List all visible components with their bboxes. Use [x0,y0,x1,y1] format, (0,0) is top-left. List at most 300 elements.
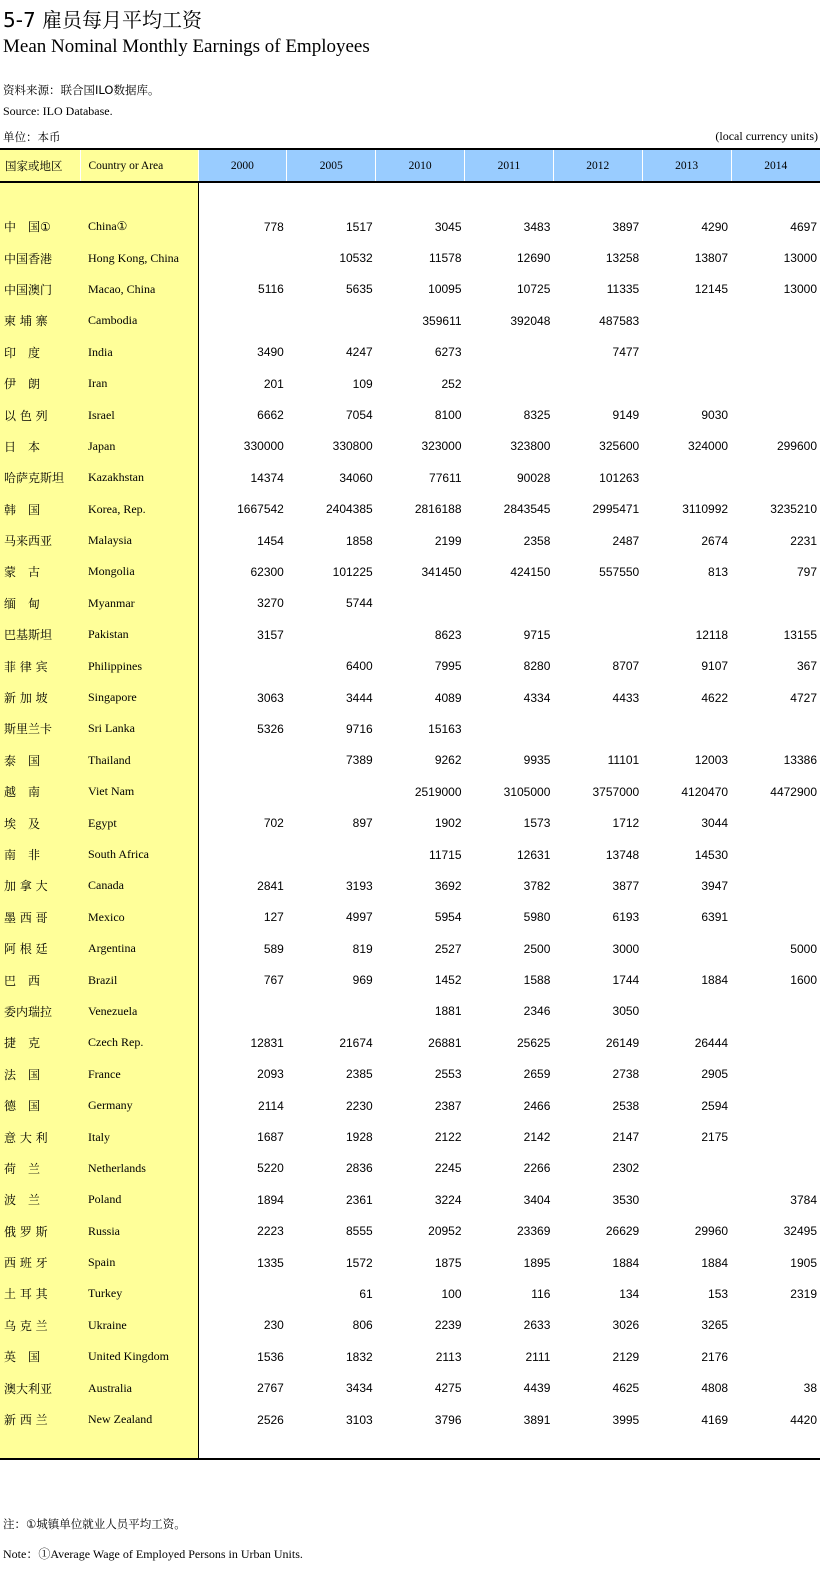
country-name-cn: 泰 国 [0,745,80,776]
country-name-en: India [80,337,198,368]
earnings-value-cell [731,305,820,336]
country-name-cn: 捷 克 [0,1027,80,1058]
earnings-value-cell: 323800 [510,439,551,454]
earnings-value-cell [642,713,731,744]
table-row [0,337,820,368]
earnings-value-cell [731,462,820,493]
country-name-cn: 英 国 [0,1341,80,1372]
country-name-cn: 越 南 [0,776,80,807]
earnings-value-cell: 2738 [612,1067,640,1082]
earnings-value-cell: 3947 [701,878,729,893]
earnings-value-cell: 12145 [694,282,729,297]
earnings-value-cell: 1454 [257,533,284,548]
earnings-value-cell: 29960 [694,1224,729,1239]
earnings-value-cell: 5116 [258,282,284,297]
table-spacer-row [0,182,820,211]
earnings-value-cell [287,996,376,1027]
earnings-value-cell: 8100 [434,408,462,423]
earnings-value-cell: 9030 [701,408,729,423]
earnings-value-cell: 4625 [612,1381,640,1396]
table-row [0,1372,820,1403]
earnings-value-cell [642,1184,731,1215]
earnings-value-cell: 367 [796,659,817,674]
earnings-value-cell: 2113 [435,1349,462,1364]
earnings-value-cell: 2816188 [414,502,462,517]
table-row [0,1153,820,1184]
header-year: 2000 [198,149,287,182]
earnings-value-cell: 252 [441,376,462,391]
earnings-value-cell: 5000 [790,941,817,956]
earnings-value-cell: 134 [619,1286,640,1301]
earnings-value-cell: 323000 [421,439,462,454]
earnings-value-cell: 4997 [345,910,373,925]
earnings-value-cell: 5744 [345,596,373,611]
source-note-en: Source: ILO Database. [3,104,113,118]
earnings-value-cell: 153 [708,1286,729,1301]
earnings-value-cell: 26444 [694,1035,729,1050]
header-country-en: Country or Area [80,149,198,182]
earnings-value-cell: 2129 [612,1349,640,1364]
country-name-cn: 日 本 [0,431,80,462]
table-row [0,1216,820,1247]
earnings-value-cell: 806 [352,1318,373,1333]
earnings-value-cell [731,1027,820,1058]
earnings-value-cell [642,1153,731,1184]
table-row [0,807,820,838]
earnings-value-cell: 3050 [612,1004,640,1019]
earnings-value-cell: 23369 [517,1224,551,1239]
earnings-value-cell: 2346 [523,1004,551,1019]
earnings-value-cell: 4727 [790,690,817,705]
earnings-value-cell: 4169 [701,1412,729,1427]
table-row [0,1341,820,1372]
earnings-value-cell: 969 [352,973,373,988]
earnings-value-cell: 1687 [257,1130,284,1145]
earnings-value-cell: 2527 [434,941,462,956]
earnings-value-cell: 20952 [428,1224,462,1239]
earnings-value-cell: 778 [263,219,284,234]
country-name-en: Italy [80,1121,198,1152]
earnings-value-cell: 2266 [523,1161,551,1176]
country-name-en: China① [80,211,198,242]
earnings-value-cell: 10532 [339,251,373,266]
earnings-value-cell [553,368,642,399]
earnings-value-cell: 3490 [257,345,284,360]
table-row [0,242,820,273]
earnings-value-cell: 77611 [429,470,462,485]
table-row [0,650,820,681]
country-name-cn: 阿 根 廷 [0,933,80,964]
earnings-value-cell: 4420 [790,1412,817,1427]
table-row [0,1278,820,1309]
earnings-value-cell [731,807,820,838]
earnings-value-cell: 25625 [517,1035,551,1050]
earnings-value-cell [642,996,731,1027]
earnings-value-cell: 1905 [790,1255,817,1270]
country-name-en: Macao, China [80,274,198,305]
earnings-value-cell: 2385 [345,1067,373,1082]
earnings-value-cell: 2245 [434,1161,462,1176]
earnings-value-cell: 12690 [517,251,551,266]
country-name-en: Israel [80,399,198,430]
earnings-value-cell: 5954 [434,910,462,925]
header-year: 2010 [376,149,465,182]
country-name-cn: 印 度 [0,337,80,368]
earnings-value-cell: 9107 [701,659,729,674]
earnings-value-cell [287,305,376,336]
earnings-value-cell [198,1278,287,1309]
earnings-value-cell: 797 [796,564,817,579]
earnings-value-cell: 2538 [612,1098,640,1113]
earnings-value-cell: 4433 [612,690,640,705]
earnings-value-cell: 2674 [701,533,729,548]
table-row [0,713,820,744]
earnings-value-cell: 1902 [434,816,462,831]
earnings-value-cell: 2767 [257,1381,284,1396]
earnings-value-cell: 3103 [345,1412,373,1427]
header-year: 2005 [287,149,376,182]
country-name-cn: 乌 克 兰 [0,1310,80,1341]
table-row [0,1027,820,1058]
page-title-cn: 5-7 雇员每月平均工资 [3,8,203,32]
earnings-value-cell: 4290 [701,219,729,234]
earnings-value-cell: 6391 [701,910,729,925]
table-row [0,399,820,430]
earnings-value-cell: 12003 [694,753,729,768]
country-name-cn: 法 国 [0,1059,80,1090]
earnings-value-cell [731,1059,820,1090]
country-name-cn: 巴 西 [0,964,80,995]
earnings-value-cell: 1895 [523,1255,551,1270]
earnings-value-cell [465,588,554,619]
earnings-value-cell: 3224 [434,1192,462,1207]
earnings-value-cell [731,870,820,901]
earnings-value-cell: 819 [352,941,373,956]
earnings-value-cell: 2836 [345,1161,373,1176]
country-name-cn: 加 拿 大 [0,870,80,901]
country-name-en: Poland [80,1184,198,1215]
table-tail-row [0,1435,820,1459]
country-name-cn: 意 大 利 [0,1121,80,1152]
earnings-value-cell: 2093 [257,1067,284,1082]
earnings-value-cell: 9715 [523,627,551,642]
earnings-value-cell [553,619,642,650]
country-name-en: Spain [80,1247,198,1278]
earnings-value-cell: 3877 [612,878,640,893]
earnings-value-cell: 1536 [257,1349,284,1364]
earnings-value-cell: 6193 [612,910,640,925]
earnings-value-cell [198,776,287,807]
earnings-value-cell: 3404 [523,1192,551,1207]
earnings-value-cell: 1573 [523,816,551,831]
earnings-value-cell: 767 [263,973,284,988]
country-name-en: Viet Nam [80,776,198,807]
earnings-value-cell [198,996,287,1027]
table-row [0,1310,820,1341]
earnings-value-cell [731,588,820,619]
earnings-value-cell [731,996,820,1027]
earnings-value-cell: 1884 [701,1255,729,1270]
earnings-value-cell [731,1121,820,1152]
country-name-cn: 中国澳门 [0,274,80,305]
earnings-value-cell: 3063 [257,690,284,705]
country-name-en: Iran [80,368,198,399]
table-row [0,1247,820,1278]
earnings-value-cell: 1744 [612,973,640,988]
earnings-value-cell: 6400 [345,659,373,674]
earnings-value-cell: 3897 [612,219,640,234]
earnings-value-cell [376,588,465,619]
earnings-value-cell: 26149 [605,1035,640,1050]
earnings-value-cell [642,305,731,336]
country-name-en: Myanmar [80,588,198,619]
country-name-en: Mongolia [80,556,198,587]
table-row [0,776,820,807]
earnings-value-cell: 4472900 [770,784,817,799]
earnings-value-cell: 3157 [257,627,284,642]
earnings-value-cell: 2553 [434,1067,462,1082]
earnings-value-cell: 2230 [345,1098,373,1113]
earnings-value-cell [731,839,820,870]
earnings-value-cell: 1517 [345,219,373,234]
country-name-cn: 马来西亚 [0,525,80,556]
earnings-value-cell: 90028 [517,470,551,485]
earnings-value-cell: 3434 [345,1381,373,1396]
country-name-en: Germany [80,1090,198,1121]
earnings-value-cell: 14530 [694,847,729,862]
earnings-value-cell: 1884 [612,1255,640,1270]
earnings-value-cell: 11335 [606,282,640,297]
source-note-cn: 资料来源：联合国ILO数据库。 [3,83,160,97]
earnings-value-cell: 2526 [257,1412,284,1427]
table-row [0,211,820,242]
table-row [0,839,820,870]
earnings-value-cell: 21674 [339,1035,373,1050]
table-row [0,933,820,964]
earnings-value-cell: 4247 [345,345,373,360]
earnings-table-container [0,148,820,1460]
earnings-value-cell: 9935 [523,753,551,768]
earnings-value-cell [731,1310,820,1341]
earnings-value-cell [198,242,287,273]
earnings-value-cell: 2361 [345,1192,373,1207]
earnings-value-cell: 8325 [523,408,551,423]
earnings-value-cell: 116 [531,1286,551,1301]
country-name-en: Ukraine [80,1310,198,1341]
earnings-value-cell: 2843545 [503,502,551,517]
country-name-en: Netherlands [80,1153,198,1184]
country-name-cn: 伊 朗 [0,368,80,399]
country-name-cn: 菲 律 宾 [0,650,80,681]
earnings-value-cell: 3692 [434,878,462,893]
earnings-value-cell: 1858 [345,533,373,548]
earnings-value-cell [731,713,820,744]
country-name-en: Thailand [80,745,198,776]
country-name-cn: 委内瑞拉 [0,996,80,1027]
earnings-value-cell: 2147 [612,1130,640,1145]
earnings-value-cell: 15163 [428,721,462,736]
earnings-value-cell [553,588,642,619]
country-name-cn: 中 国① [0,211,80,242]
earnings-value-cell: 4697 [790,219,817,234]
country-name-en: France [80,1059,198,1090]
earnings-value-cell [642,933,731,964]
earnings-value-cell: 2176 [701,1349,729,1364]
earnings-value-cell [198,305,287,336]
country-name-en: New Zealand [80,1404,198,1435]
earnings-value-cell: 8280 [523,659,551,674]
table-row [0,494,820,525]
earnings-value-cell: 32495 [783,1224,817,1239]
earnings-value-cell [642,337,731,368]
earnings-value-cell: 2500 [523,941,551,956]
earnings-value-cell: 8623 [434,627,462,642]
earnings-value-cell: 2519000 [414,784,462,799]
earnings-value-cell [731,399,820,430]
table-row [0,902,820,933]
earnings-value-cell: 3796 [434,1412,462,1427]
earnings-value-cell: 11101 [607,753,640,768]
country-name-en: South Africa [80,839,198,870]
unit-label-cn: 单位：本币 [3,130,61,144]
earnings-value-cell: 2466 [523,1098,551,1113]
earnings-value-cell: 10095 [428,282,462,297]
earnings-value-cell: 3757000 [592,784,640,799]
earnings-value-cell: 424150 [510,564,551,579]
country-name-en: Malaysia [80,525,198,556]
earnings-value-cell: 7995 [434,659,462,674]
earnings-value-cell: 4089 [434,690,462,705]
country-name-en: Mexico [80,902,198,933]
country-name-cn: 新 西 兰 [0,1404,80,1435]
earnings-value-cell: 3105000 [503,784,551,799]
table-row [0,1121,820,1152]
earnings-value-cell: 2487 [612,533,640,548]
earnings-value-cell: 4439 [523,1381,551,1396]
earnings-value-cell: 3782 [523,878,551,893]
earnings-value-cell: 3530 [612,1192,640,1207]
country-name-cn: 南 非 [0,839,80,870]
earnings-value-cell: 3000 [612,941,640,956]
earnings-value-cell [198,650,287,681]
country-name-cn: 俄 罗 斯 [0,1216,80,1247]
country-name-en: Argentina [80,933,198,964]
footnote-cn: 注：①城镇单位就业人员平均工资。 [3,1517,186,1531]
earnings-value-cell [731,1090,820,1121]
earnings-value-cell: 1452 [434,973,462,988]
earnings-value-cell: 9262 [434,753,462,768]
country-name-cn: 韩 国 [0,494,80,525]
earnings-value-cell: 1881 [434,1004,462,1019]
table-header-row [0,149,820,182]
earnings-value-cell: 62300 [250,564,284,579]
country-name-cn: 澳大利亚 [0,1372,80,1403]
earnings-value-cell: 3483 [523,219,551,234]
earnings-value-cell: 589 [263,941,284,956]
earnings-value-cell: 2319 [790,1286,817,1301]
earnings-value-cell: 101225 [332,564,373,579]
earnings-value-cell: 3026 [612,1318,640,1333]
table-row [0,525,820,556]
earnings-value-cell: 8555 [345,1224,373,1239]
country-name-cn: 土 耳 其 [0,1278,80,1309]
earnings-value-cell: 2633 [523,1318,551,1333]
earnings-value-cell: 13748 [605,847,640,862]
earnings-value-cell: 2995471 [592,502,640,517]
earnings-value-cell: 10725 [517,282,551,297]
table-row [0,1090,820,1121]
earnings-value-cell: 702 [263,816,284,831]
earnings-value-cell: 9716 [345,721,373,736]
table-body [0,182,820,1459]
earnings-value-cell: 4120470 [681,784,729,799]
earnings-value-cell [642,368,731,399]
table-row [0,1184,820,1215]
earnings-value-cell [465,337,554,368]
earnings-value-cell: 11715 [429,847,462,862]
earnings-value-cell: 4808 [701,1381,729,1396]
earnings-value-cell [287,619,376,650]
earnings-value-cell: 38 [803,1381,817,1396]
earnings-value-cell: 3891 [523,1412,551,1427]
earnings-value-cell: 3270 [257,596,284,611]
header-year: 2012 [553,149,642,182]
earnings-value-cell [287,839,376,870]
earnings-value-cell: 5326 [257,721,284,736]
table-row [0,556,820,587]
earnings-value-cell [731,1341,820,1372]
earnings-value-cell: 3110992 [682,502,729,517]
country-name-cn: 荷 兰 [0,1153,80,1184]
earnings-value-cell: 3044 [701,816,729,831]
earnings-value-cell: 2142 [523,1130,551,1145]
earnings-value-cell: 330800 [332,439,373,454]
table-row [0,745,820,776]
earnings-value-cell: 2239 [434,1318,462,1333]
country-name-cn: 斯里兰卡 [0,713,80,744]
earnings-value-cell: 2111 [525,1349,551,1364]
earnings-value-cell: 7477 [612,345,640,360]
earnings-value-cell [642,462,731,493]
country-name-cn: 缅 甸 [0,588,80,619]
earnings-value-cell [642,588,731,619]
earnings-value-cell: 2122 [434,1130,462,1145]
earnings-value-cell: 487583 [599,313,640,328]
earnings-value-cell: 392048 [510,313,551,328]
earnings-value-cell: 2199 [434,533,462,548]
earnings-value-cell: 26881 [428,1035,462,1050]
earnings-value-cell: 3444 [345,690,373,705]
earnings-value-cell: 61 [359,1286,373,1301]
earnings-value-cell: 3045 [434,219,462,234]
earnings-value-cell: 201 [263,376,284,391]
earnings-value-cell [287,776,376,807]
earnings-value-cell: 2231 [790,533,817,548]
earnings-value-cell: 2594 [701,1098,729,1113]
earnings-value-cell: 2659 [523,1067,551,1082]
table-row [0,305,820,336]
earnings-value-cell: 1832 [345,1349,373,1364]
earnings-value-cell [198,839,287,870]
earnings-value-cell: 2114 [258,1098,284,1113]
country-name-en: Egypt [80,807,198,838]
earnings-value-cell: 2175 [701,1130,729,1145]
earnings-value-cell: 1600 [790,973,817,988]
table-row [0,964,820,995]
country-name-en: Cambodia [80,305,198,336]
earnings-value-cell: 324000 [688,439,729,454]
table-row [0,996,820,1027]
